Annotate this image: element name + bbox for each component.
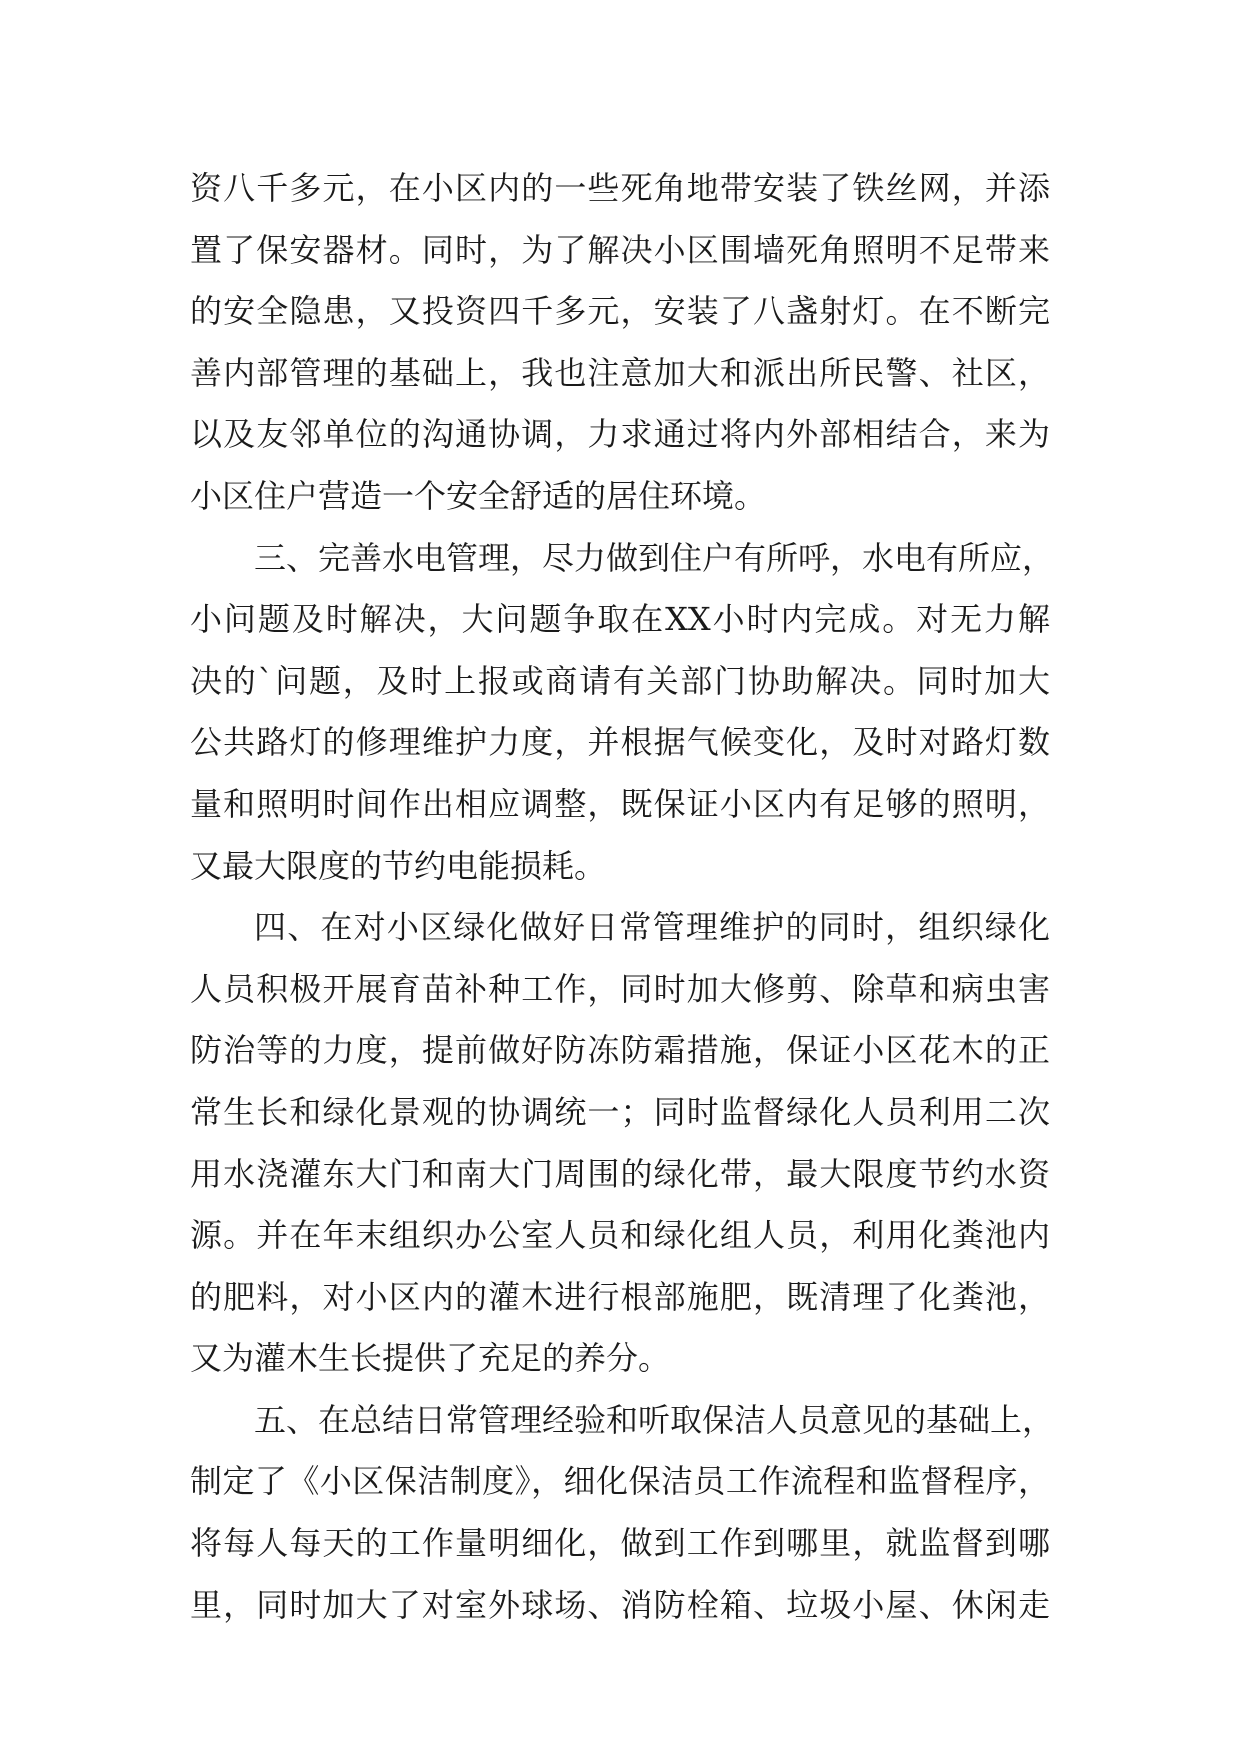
text-line: 善内部管理的基础上，我也注意加大和派出所民警、社区， <box>190 353 1050 392</box>
text-line: 决的`问题，及时上报或商请有关部门协助解决。同时加大 <box>190 661 1050 700</box>
text-line: 资八千多元，在小区内的一些死角地带安装了铁丝网，并添 <box>190 169 1050 207</box>
paragraph <box>190 1390 1055 1636</box>
text-line: 公共路灯的修理维护力度，并根据气候变化，及时对路灯数 <box>190 723 1050 762</box>
text-line: 又最大限度的节约电能损耗。 <box>190 846 607 885</box>
text-line: 源。并在年末组织办公室人员和绿化组人员，利用化粪池内 <box>190 1216 1050 1255</box>
text-line: 人员积极开展育苗补种工作，同时加大修剪、除草和病虫害 <box>190 969 1050 1008</box>
paragraph <box>190 158 1050 528</box>
paragraph <box>190 897 1050 1390</box>
text-line: 又为灌木生长提供了充足的养分。 <box>190 1339 671 1378</box>
text-line: 四、在对小区绿化做好日常管理维护的同时，组织绿化 <box>254 908 1050 947</box>
text-line: 防治等的力度，提前做好防冻防霜措施，保证小区花木的正 <box>190 1031 1050 1070</box>
text-line: 量和照明时间作出相应调整，既保证小区内有足够的照明， <box>190 784 1050 823</box>
paragraph <box>190 528 1055 898</box>
text-line: 将每人每天的工作量明细化，做到工作到哪里，就监督到哪 <box>190 1524 1050 1563</box>
text-line: 的肥料，对小区内的灌木进行根部施肥，既清理了化粪池， <box>190 1277 1050 1316</box>
text-line: 小问题及时解决，大问题争取在XX小时内完成。对无力解 <box>190 600 1050 639</box>
text-line: 用水浇灌东大门和南大门周围的绿化带，最大限度节约水资 <box>190 1154 1050 1193</box>
text-line: 常生长和绿化景观的协调统一；同时监督绿化人员利用二次 <box>190 1092 1050 1131</box>
text-line: 小区住户营造一个安全舒适的居住环境。 <box>190 476 767 515</box>
text-line: 以及友邻单位的沟通协调，力求通过将内外部相结合，来为 <box>190 415 1050 454</box>
text-line: 制定了《小区保洁制度》，细化保洁员工作流程和监督程序， <box>190 1462 1050 1501</box>
text-line: 三、完善水电管理，尽力做到住户有所呼，水电有所应， <box>254 538 1055 577</box>
text-line: 五、在总结日常管理经验和听取保洁人员意见的基础上， <box>254 1400 1055 1439</box>
text-line: 置了保安器材。同时，为了解决小区围墙死角照明不足带来 <box>190 230 1050 269</box>
text-line: 的安全隐患，又投资四千多元，安装了八盏射灯。在不断完 <box>190 292 1050 331</box>
document-body <box>190 158 1055 1636</box>
text-line: 里，同时加大了对室外球场、消防栓箱、垃圾小屋、休闲走 <box>190 1585 1050 1624</box>
